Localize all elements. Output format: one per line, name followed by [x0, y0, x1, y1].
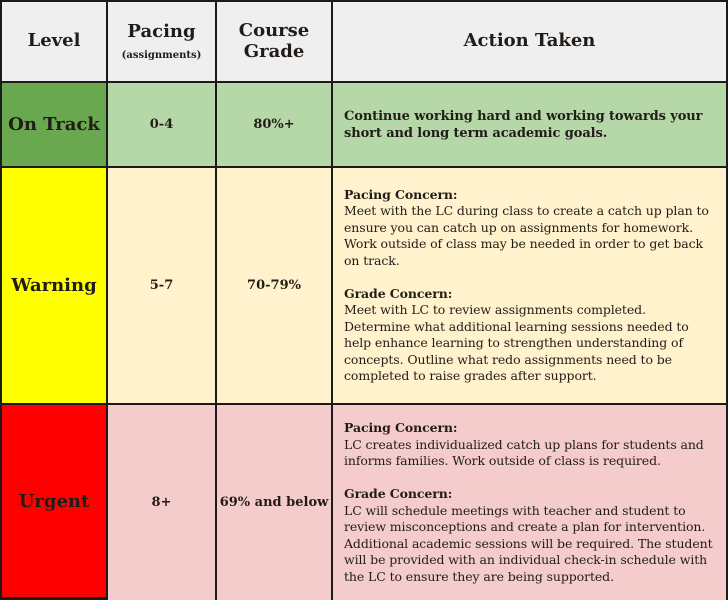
grade-concern-text-warning: Meet with LC to review assignments completed. Determine what additional learning sessions needed to help enhance learning to strengthen understanding of concepts. Outline what redo assignments need to be completed to raise grades after support.	[344, 302, 689, 383]
pacing-value-on-track: 0-4	[149, 117, 174, 132]
grade-concern-label-urgent: Grade Concern:	[344, 486, 453, 501]
level-cell-on-track	[2, 83, 108, 168]
grade-concern-text-urgent: LC will schedule meetings with teacher and student to review misconceptions and create a plan for intervention. Additional academic sessions will be required. The student will be provided with an individual check-in schedule with the LC to ensure they are being supported.	[344, 502, 713, 584]
header-cell-course-grade	[217, 2, 333, 83]
header-label-action-taken: Action Taken	[463, 30, 596, 52]
action-cell-on-track	[333, 83, 726, 168]
header-cell-action-taken	[333, 2, 726, 83]
grade-concern-label-warning: Grade Concern:	[344, 285, 453, 301]
grade-value-urgent: 69% and below	[219, 495, 329, 510]
level-label-warning: Warning	[11, 275, 97, 296]
grade-cell-urgent	[217, 405, 333, 600]
pacing-value-urgent: 8+	[151, 495, 172, 510]
pacing-concern-label-warning: Pacing Concern:	[344, 186, 458, 202]
level-cell-urgent	[2, 405, 108, 600]
action-text-on-track: Continue working hard and working towards your short and long term academic goals.	[344, 108, 703, 141]
header-cell-level	[2, 2, 108, 83]
pacing-value-warning: 5-7	[149, 278, 174, 293]
level-label-on-track: On Track	[8, 114, 100, 135]
action-cell-warning	[333, 168, 726, 405]
header-label-pacing-sub: (assignments)	[121, 49, 202, 61]
level-label-urgent: Urgent	[18, 490, 90, 512]
pacing-cell-warning	[108, 168, 217, 405]
header-label-level: Level	[27, 30, 81, 52]
level-cell-warning	[2, 168, 108, 405]
pacing-concern-text-warning: Meet with the LC during class to create a catch up plan to ensure you can catch up on assignments for homework. Work outside of class may be needed in order to get back on track.	[344, 203, 709, 268]
pacing-concern-text-urgent: LC creates individualized catch up plans for students and informs families. Work outside of class is required.	[344, 436, 704, 468]
grade-value-on-track: 80%+	[253, 117, 295, 132]
grade-cell-on-track	[217, 83, 333, 168]
pacing-cell-on-track	[108, 83, 217, 168]
grade-value-warning: 70-79%	[247, 278, 301, 293]
pacing-concern-label-urgent: Pacing Concern:	[344, 420, 458, 435]
action-cell-urgent	[333, 405, 726, 600]
grade-cell-warning	[217, 168, 333, 405]
pacing-cell-urgent	[108, 405, 217, 600]
header-label-pacing: Pacing	[127, 20, 196, 42]
header-cell-pacing	[108, 2, 217, 83]
header-label-course-grade: Course Grade	[238, 19, 310, 62]
